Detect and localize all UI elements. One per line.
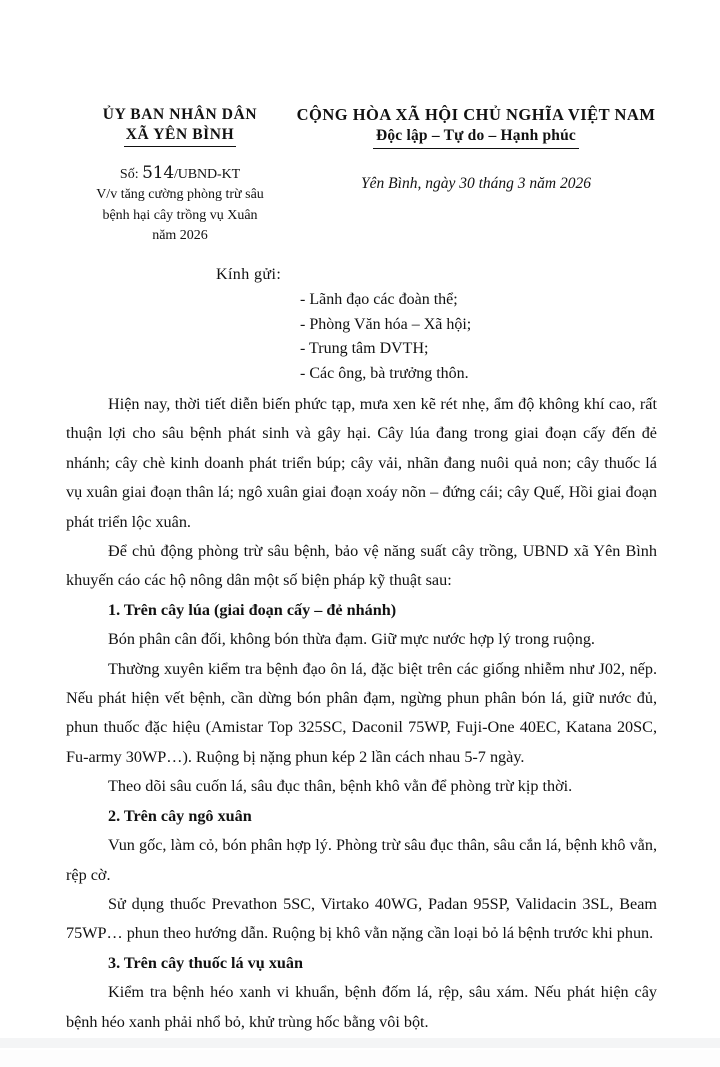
body-paragraph: Sử dụng thuốc Prevathon 5SC, Virtako 40WG, Padan 95SP, Validacin 3SL, Beam 75WP… phun theo hướng dẫn. Ruộng bị khô vằn nặng cần loại bỏ lá bệnh trước khi phun. [66,894,657,943]
subject-line-3: năm 2026 [152,228,208,243]
body-paragraph: Kiểm tra bệnh héo xanh vi khuẩn, bệnh đốm lá, rệp, sâu xám. Nếu phát hiện cây bệnh héo xanh phải nhổ bỏ, khử trùng hốc bằng vôi bột. [66,983,657,1031]
document-body [66,390,657,1037]
page-bottom-band-secondary [0,1050,720,1067]
nation-title: CỘNG HÒA XÃ HỘI CHỦ NGHĨA VIỆT NAM [296,105,656,124]
body-paragraph: Để chủ động phòng trừ sâu bệnh, bảo vệ năng suất cây trồng, UBND xã Yên Bình khuyến cáo các hộ nông dân một số biện pháp kỹ thuật sau: [66,542,657,590]
section-heading: 2. Trên cây ngô xuân [108,806,252,825]
national-heading-block [294,104,658,194]
subject-line-2: bệnh hại cây trồng vụ Xuân [102,207,258,223]
section-heading: 1. Trên cây lúa (giai đoạn cấy – đẻ nhánh) [108,600,397,619]
body-paragraph: Hiện nay, thời tiết diễn biến phức tạp, mưa xen kẽ rét nhẹ, ẩm độ không khí cao, rất thuận lợi cho sâu bệnh phát sinh và gây hại. Cây lúa đang trong giai đoạn cấy đến đẻ nhánh; cây chè kinh doanh phát triển búp; cây vải, nhãn đang nuôi quả non; cây thuốc lá vụ xuân giai đoạn thân lá; ngô xuân giai đoạn xoáy nõn – đứng cái; cây Quế, Hồi giai đoạn phát triển lộc xuân. [66,395,657,531]
document-header [66,104,658,246]
organization-line-2: XÃ YÊN BÌNH [124,125,237,147]
document-number-suffix: /UBND-KT [173,167,241,182]
document-number-line [66,164,294,184]
issuing-authority-block [66,104,294,246]
body-paragraph: Vun gốc, làm cỏ, bón phân hợp lý. Phòng trừ sâu đục thân, sâu cắn lá, bệnh khô vằn, rệp cờ. [66,836,657,884]
body-paragraph: Theo dõi sâu cuốn lá, sâu đục thân, bệnh khô vằn để phòng trừ kịp thời. [108,777,573,796]
page-bottom-band [0,1038,720,1048]
recipient-item: - Các ông, bà trưởng thôn. [300,364,469,382]
recipients-label: Kính gửi: [216,266,282,283]
recipient-item: - Lãnh đạo các đoàn thể; [300,291,458,308]
body-paragraph: Thường xuyên kiểm tra bệnh đạo ôn lá, đặc biệt trên các giống nhiễm như J02, nếp. Nếu phát hiện vết bệnh, cần dừng bón phân đạm, ngừng phun phân bón lá, giữ nước đủ, phun thuốc đặc hiệu (Amistar Top 325SC, Daconil 75WP, Fuji-One 40EC, Katana 20SC, Fu-army 30WP…). Ruộng bị nặng phun kép 2 lần cách nhau 5-7 ngày. [66,659,657,766]
national-motto: Độc lập – Tự do – Hạnh phúc [373,125,579,149]
recipients-block [216,262,646,386]
organization-line-1: ỦY BAN NHÂN DÂN [102,106,258,123]
document-number-value: 514 [142,163,174,183]
document-number-label: Số: [119,167,139,182]
recipient-item: - Trung tâm DVTH; [300,340,429,357]
recipients-list [300,288,646,386]
subject-line-1: V/v tăng cường phòng trừ sâu [96,187,264,202]
place-and-date: Yên Bình, ngày 30 tháng 3 năm 2026 [361,175,591,192]
section-heading: 3. Trên cây thuốc lá vụ xuân [108,953,304,972]
recipient-item: - Phòng Văn hóa – Xã hội; [300,315,472,333]
body-paragraph: Bón phân cân đối, không bón thừa đạm. Giữ mực nước hợp lý trong ruộng. [108,630,595,649]
